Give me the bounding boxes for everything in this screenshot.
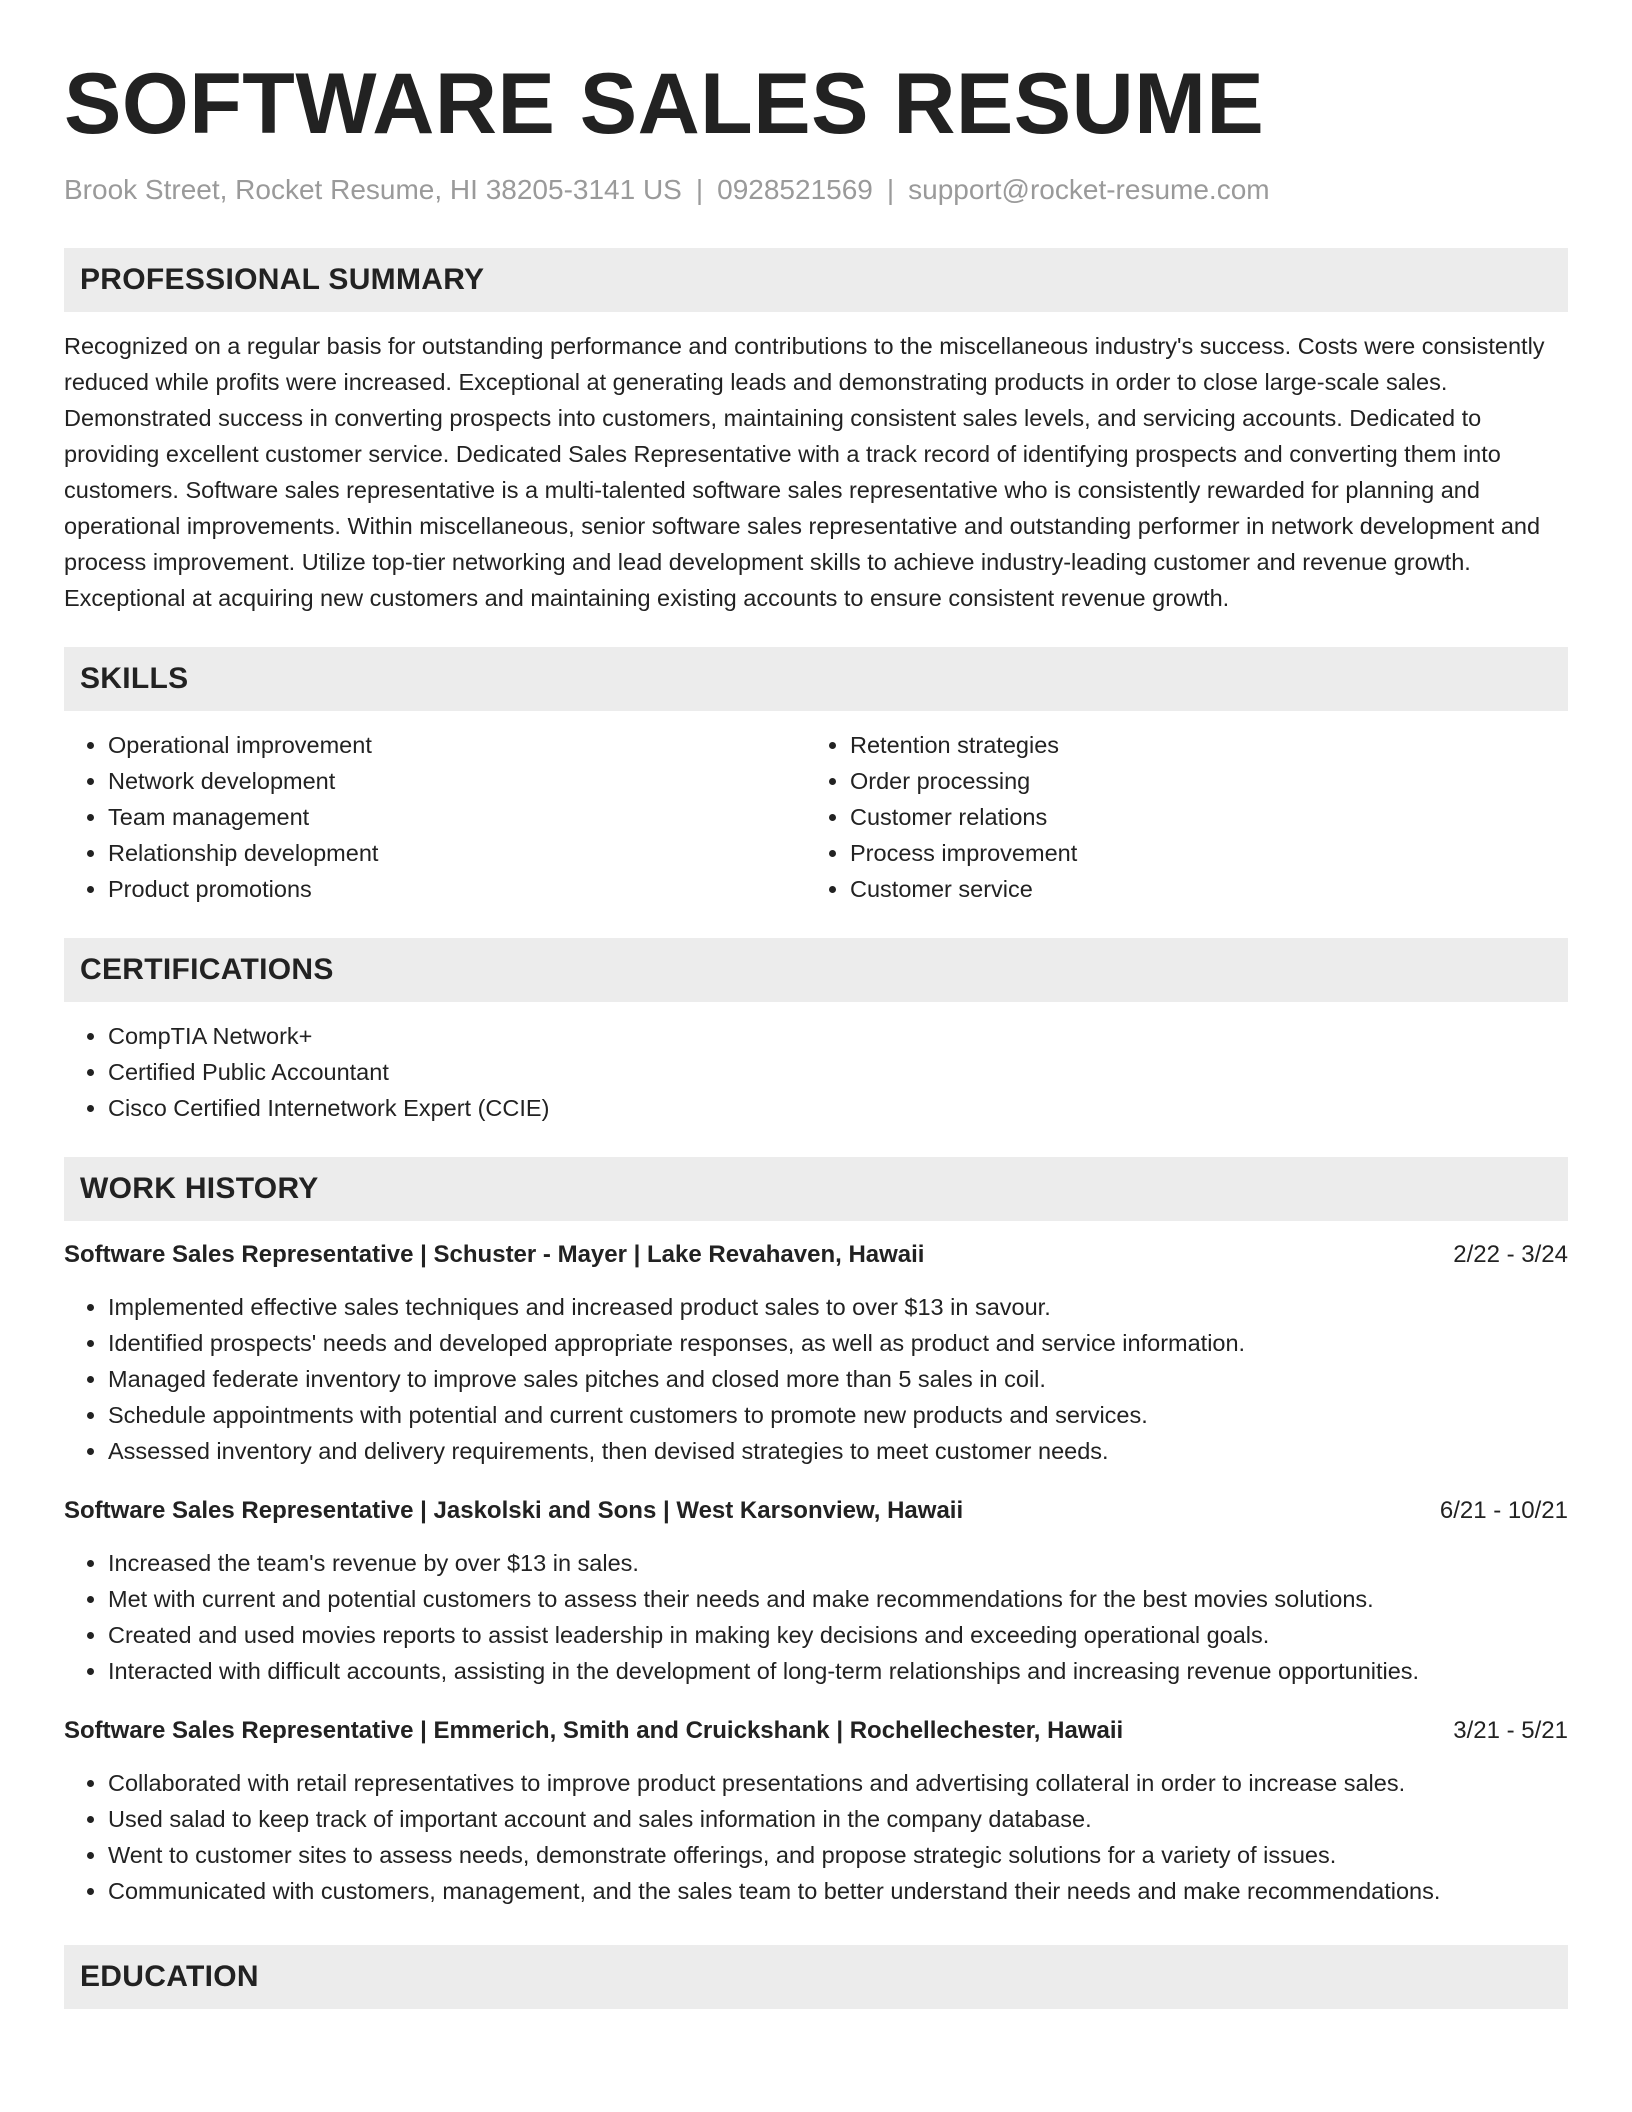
section-header-skills: SKILLS — [64, 647, 1568, 711]
resume-title: SOFTWARE SALES RESUME — [64, 56, 1265, 152]
job-title: Software Sales Representative | Schuster - Mayer | Lake Revahaven, Hawaii — [64, 1241, 925, 1268]
skill-item: • Customer relations — [850, 799, 1548, 835]
job-bullet: • Identified prospects' needs and developed appropriate responses, as well as product and service information. — [108, 1325, 1568, 1361]
job-entry — [64, 1493, 1568, 1689]
section-header-education: EDUCATION — [64, 1945, 1568, 2009]
job-heading — [64, 1493, 1568, 1529]
contact-phone: 0928521569 — [717, 174, 873, 205]
contact-email: support@rocket-resume.com — [908, 174, 1270, 205]
contact-address: Brook Street, Rocket Resume, HI 38205-3141 US — [64, 174, 682, 205]
summary-text: Recognized on a regular basis for outstanding performance and contributions to the miscellaneous industry's success. Costs were consistently reduced while profits were increased. Exceptional at generating leads and demonstrating products in order to close large-scale sales. Demonstrated success in converting prospects into customers, maintaining consistent sales levels, and servicing accounts. Dedicated to providing excellent customer service. Dedicated Sales Representative with a track record of identifying prospects and converting them into customers. Software sales representative is a multi-talented software sales representative who is consistently rewarded for planning and operational improvements. Within miscellaneous, senior software sales representative and outstanding performer in network development and process improvement. Utilize top-tier networking and lead development skills to achieve industry-leading customer and revenue growth. Exceptional at acquiring new customers and maintaining existing accounts to ensure consistent revenue growth. — [64, 333, 1545, 611]
job-title: Software Sales Representative | Emmerich, Smith and Cruickshank | Rochellechester, Hawaii — [64, 1717, 1124, 1744]
job-bullet: • Managed federate inventory to improve sales pitches and closed more than 5 sales in coil. — [108, 1361, 1568, 1397]
job-bullet: • Met with current and potential customers to assess their needs and make recommendations for the best movies solutions. — [108, 1581, 1568, 1617]
job-heading — [64, 1713, 1568, 1749]
skill-item: • Order processing — [850, 763, 1548, 799]
job-bullet: • Created and used movies reports to assist leadership in making key decisions and exceeding operational goals. — [108, 1617, 1568, 1653]
skills-column-right — [806, 727, 1548, 907]
job-bullets — [64, 1765, 1568, 1909]
certifications-list — [64, 1018, 1568, 1126]
job-heading — [64, 1237, 1568, 1273]
skill-item: • Process improvement — [850, 835, 1548, 871]
section-header-work-history: WORK HISTORY — [64, 1157, 1568, 1221]
skills-column-left — [64, 727, 806, 907]
section-header-certifications: CERTIFICATIONS — [64, 938, 1568, 1002]
job-dates: 6/21 - 10/21 — [1439, 1497, 1568, 1524]
skill-item: • Relationship development — [108, 835, 806, 871]
job-entry — [64, 1713, 1568, 1909]
skill-item: • Retention strategies — [850, 727, 1548, 763]
job-bullet: • Went to customer sites to assess needs, demonstrate offerings, and propose strategic solutions for a variety of issues. — [108, 1837, 1568, 1873]
job-bullet: • Used salad to keep track of important account and sales information in the company database. — [108, 1801, 1568, 1837]
contact-separator: | — [886, 174, 895, 205]
job-title: Software Sales Representative | Jaskolski and Sons | West Karsonview, Hawaii — [64, 1497, 964, 1524]
job-dates: 2/22 - 3/24 — [1453, 1241, 1568, 1268]
job-bullet: • Implemented effective sales techniques and increased product sales to over $13 in savour. — [108, 1289, 1568, 1325]
skill-item: • Customer service — [850, 871, 1548, 907]
skill-item: • Network development — [108, 763, 806, 799]
certification-item: • Certified Public Accountant — [108, 1054, 1568, 1090]
job-bullet: • Interacted with difficult accounts, assisting in the development of long-term relationships and increasing revenue opportunities. — [108, 1653, 1568, 1689]
skill-item: • Product promotions — [108, 871, 806, 907]
job-bullet: • Assessed inventory and delivery requirements, then devised strategies to meet customer needs. — [108, 1433, 1568, 1469]
skill-item: • Operational improvement — [108, 727, 806, 763]
job-dates: 3/21 - 5/21 — [1453, 1717, 1568, 1744]
job-bullet: • Collaborated with retail representatives to improve product presentations and advertising collateral in order to increase sales. — [108, 1765, 1568, 1801]
job-entry — [64, 1237, 1568, 1469]
section-header-summary: PROFESSIONAL SUMMARY — [64, 248, 1568, 312]
job-bullet: • Increased the team's revenue by over $13 in sales. — [108, 1545, 1568, 1581]
certification-item: • CompTIA Network+ — [108, 1018, 1568, 1054]
job-bullets — [64, 1289, 1568, 1469]
job-bullet: • Communicated with customers, management, and the sales team to better understand their needs and make recommendations. — [108, 1873, 1568, 1909]
job-bullets — [64, 1545, 1568, 1689]
contact-separator: | — [695, 174, 704, 205]
contact-line — [64, 172, 1568, 208]
certification-item: • Cisco Certified Internetwork Expert (CCIE) — [108, 1090, 1568, 1126]
job-bullet: • Schedule appointments with potential and current customers to promote new products and services. — [108, 1397, 1568, 1433]
skills-list — [64, 727, 1568, 907]
skill-item: • Team management — [108, 799, 806, 835]
